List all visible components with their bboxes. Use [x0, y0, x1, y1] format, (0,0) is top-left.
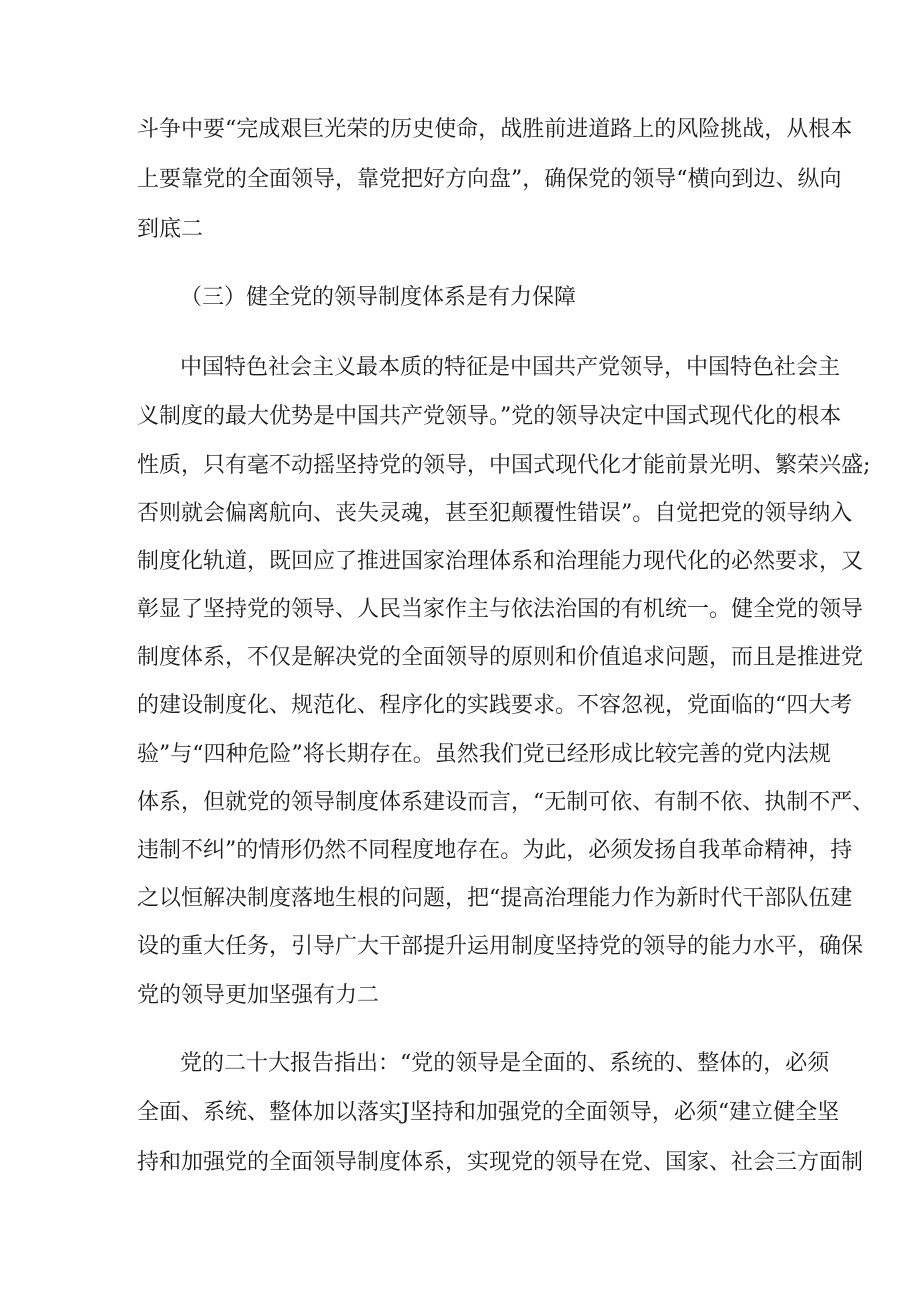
paragraph-3-line-2: 全面、系统、整体加以落实J坚持和加强党的全面领导，必须“建立健全坚 [137, 1100, 840, 1125]
section-heading: （三）健全党的领导制度体系是有力保障 [180, 285, 577, 310]
paragraph-2-line-6: 彰显了坚持党的领导、人民当家作主与依法治国的有机统一。健全党的领导 [137, 597, 864, 622]
paragraph-2-line-2: 义制度的最大优势是中国共产党领导。”党的领导决定中国式现代化的根本 [137, 404, 842, 429]
paragraph-2-line-12: 之以恒解决制度落地生根的问题，把“提高治理能力作为新时代干部队伍建 [137, 886, 853, 911]
paragraph-2-line-8: 的建设制度化、规范化、程序化的实践要求。不容忽视，党面临的“四大考 [137, 693, 853, 718]
paragraph-2-line-4: 否则就会偏离航向、丧失灵魂，甚至犯颠覆性错误”。自觉把党的领导纳入 [137, 501, 853, 526]
paragraph-2-line-11: 违制不纠”的情形仍然不同程度地存在。为此，必须发扬自我革命精神，持 [137, 838, 853, 863]
paragraph-1-line-2: 上要靠党的全面领导，靠党把好方向盘”，确保党的领导“横向到边、纵向 [137, 167, 842, 192]
paragraph-2-line-13: 设的重大任务，引导广大干部提升运用制度坚持党的领导的能力水平，确保 [137, 934, 864, 959]
paragraph-1-line-3: 到底二 [137, 217, 204, 242]
paragraph-2-line-10: 体系，但就党的领导制度体系建设而言，“无制可依、有制不依、执制不严、 [137, 790, 875, 815]
paragraph-1-line-1: 斗争中要“完成艰巨光荣的历史使命，战胜前进道路上的风险挑战，从根本 [137, 117, 853, 142]
paragraph-2-line-3: 性质，只有毫不动摇坚持党的领导，中国式现代化才能前景光明、繁荣兴盛; [137, 453, 871, 478]
paragraph-2-line-14: 党的领导更加坚强有力二 [137, 983, 380, 1008]
paragraph-2-line-7: 制度体系，不仅是解决党的全面领导的原则和价值追求问题，而且是推进党 [137, 645, 864, 670]
paragraph-2-line-9: 验”与“四种危险”将长期存在。虽然我们党已经形成比较完善的党内法规 [137, 742, 831, 767]
paragraph-2-line-5: 制度化轨道，既回应了推进国家治理体系和治理能力现代化的必然要求，又 [137, 549, 864, 574]
paragraph-3-line-3: 持和加强党的全面领导制度体系，实现党的领导在党、国家、社会三方面制 [137, 1150, 864, 1175]
paragraph-2-line-1: 中国特色社会主义最本质的特征是中国共产党领导，中国特色社会主 [180, 355, 841, 380]
paragraph-3-line-1: 党的二十大报告指出：“党的领导是全面的、系统的、整体的，必须 [180, 1051, 830, 1076]
